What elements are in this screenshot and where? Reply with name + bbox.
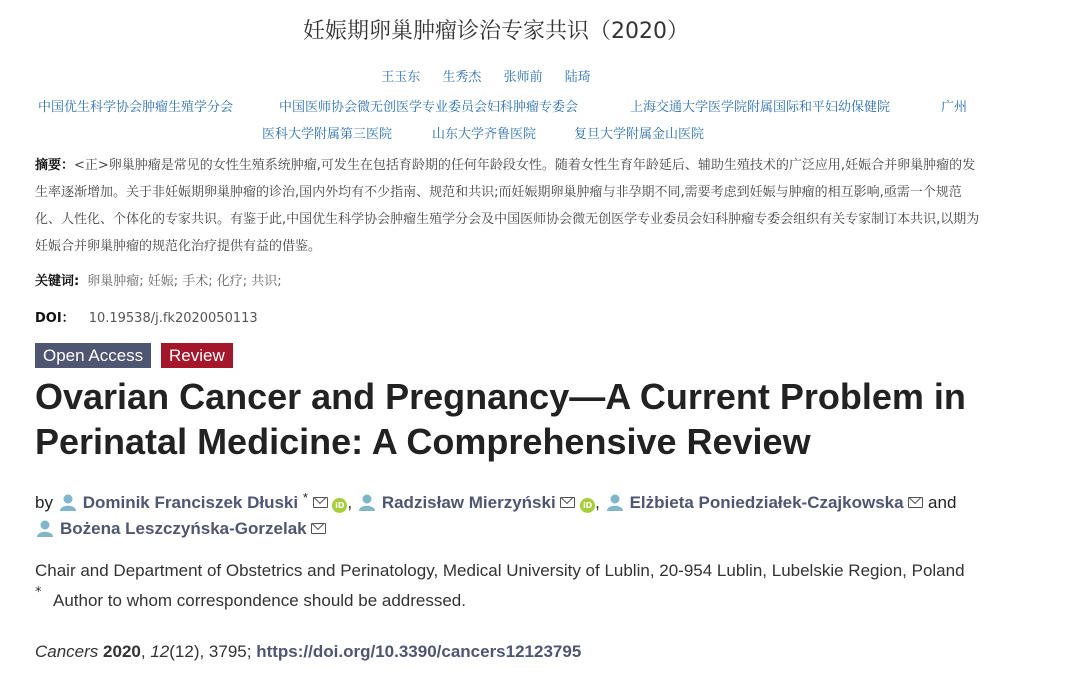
cn-author-link[interactable]: 生秀杰 [442, 70, 482, 85]
correspondence-mark: * [35, 585, 42, 600]
envelope-icon[interactable] [560, 497, 575, 508]
person-icon [35, 518, 55, 538]
person-icon [357, 492, 377, 512]
citation: Cancers 2020, 12(12), 3795; https://doi.org/10.3390/cancers12123795 [35, 642, 582, 661]
cn-author-link[interactable]: 王玉东 [381, 70, 421, 85]
cn-abstract-text: <正>卵巢肿瘤是常见的女性生殖系统肿瘤,可发生在包括育龄期的任何年龄段女性。随着女性生育年龄延后、辅助生殖技术的广泛应用,妊娠合并卵巢肿瘤的发生率逐渐增加。关于非妊娠期卵巢肿瘤的诊治,国内外均有不少指南、规范和共识;而妊娠期卵巢肿瘤与非孕期不同,需要考虑到妊娠与肿瘤的相互影响,亟需一个规范化、人性化、个体化的专家共识。有鉴于此,中国优生科学协会肿瘤生殖学分会及中国医师协会微无创医学专业委员会妇科肿瘤专委会组织有关专家制订本共识,以期为妊娠合并卵巢肿瘤的规范化治疗提供有益的借鉴。 [35, 158, 980, 254]
cn-author-link[interactable]: 陆琦 [564, 70, 591, 85]
cn-affiliation-link[interactable]: 广州 [941, 100, 968, 115]
cn-author-link[interactable]: 张师前 [503, 70, 543, 85]
cn-doi-value[interactable]: 10.19538/j.fk2020050113 [88, 311, 258, 326]
and-label: and [928, 493, 957, 512]
cn-doi [35, 307, 258, 326]
review-badge[interactable]: Review [161, 343, 233, 368]
citation-journal: Cancers [35, 642, 99, 661]
cn-keywords-value[interactable]: 卵巢肿瘤; 妊娠; 手术; 化疗; 共识; [87, 274, 282, 289]
envelope-icon[interactable] [311, 523, 326, 534]
cn-abstract-label: 摘要： [35, 158, 75, 173]
envelope-icon[interactable] [908, 497, 923, 508]
cn-affiliation-link[interactable]: 复旦大学附属金山医院 [574, 127, 705, 142]
article-title: Ovarian Cancer and Pregnancy—A Current Problem in Perinatal Medicine: A Comprehensive Review [35, 376, 966, 462]
cn-author-list [0, 66, 972, 85]
cn-affiliation-link[interactable]: 中国医师协会微无创医学专业委员会妇科肿瘤专委会 [279, 100, 579, 115]
cn-keywords [35, 270, 282, 289]
cn-affiliation-link[interactable]: 医科大学附属第三医院 [262, 127, 393, 142]
open-access-badge[interactable]: Open Access [35, 343, 151, 368]
author-line-2 [35, 518, 326, 539]
author-link[interactable]: Dominik Franciszek Dłuski [82, 493, 299, 512]
orcid-icon[interactable]: iD [332, 498, 347, 513]
citation-doi-link[interactable]: https://doi.org/10.3390/cancers12123795 [256, 642, 582, 661]
person-icon [605, 492, 625, 512]
orcid-icon[interactable]: iD [580, 498, 595, 513]
person-icon [58, 492, 78, 512]
cn-affiliation-link[interactable]: 山东大学齐鲁医院 [432, 127, 537, 142]
affiliation-text: Chair and Department of Obstetrics and Perinatology, Medical University of Lublin, 20-954 Lublin, Lubelskie Region, Poland [35, 561, 965, 580]
cn-doi-label: DOI： [35, 311, 75, 326]
envelope-icon[interactable] [313, 497, 328, 508]
cn-abstract [35, 152, 980, 260]
author-line-1: by Dominik Franciszek Dłuski * iD , Radzisław Mierzyński iD , Elżbieta Poniedziałek-Czajkowska and [35, 490, 957, 512]
cn-article-title: 妊娠期卵巢肿瘤诊治专家共识（2020） [303, 19, 689, 44]
corresponding-author-mark: * [302, 490, 308, 505]
correspondence-note: Author to whom correspondence should be addressed. [53, 591, 466, 610]
cn-keywords-label: 关键词: [35, 274, 80, 289]
author-link[interactable]: Elżbieta Poniedziałek-Czajkowska [629, 493, 904, 512]
cn-affiliation-link[interactable]: 中国优生科学协会肿瘤生殖学分会 [38, 100, 234, 115]
by-label: by [35, 493, 53, 512]
cn-affiliation-link[interactable]: 上海交通大学医学院附属国际和平妇幼保健院 [630, 100, 891, 115]
citation-volume: 12 [150, 642, 170, 661]
author-link[interactable]: Radzisław Mierzyński [381, 493, 556, 512]
citation-year: 2020 [103, 642, 141, 661]
citation-issue-pages: (12), 3795; [169, 642, 252, 661]
author-link[interactable]: Bożena Leszczyńska-Gorzelak [60, 519, 307, 538]
